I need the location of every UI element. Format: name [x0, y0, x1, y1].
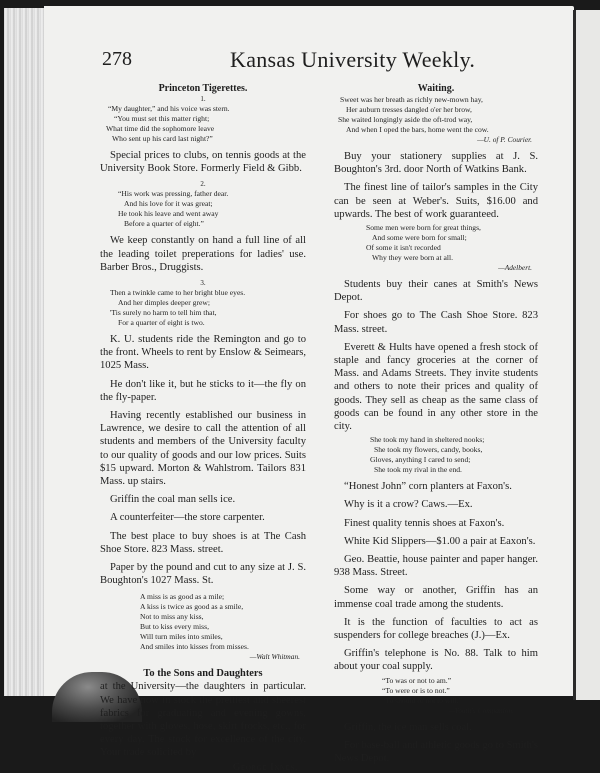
journal-title: Kansas University Weekly. [230, 47, 476, 72]
poem-line: Sweet was her breath as richly new-mown hay, [340, 95, 483, 104]
ad-paragraph: White Kid Slippers—$1.00 a pair at Eaxon's. [344, 535, 536, 547]
poem-stanza [100, 279, 306, 328]
poem-born-for-things [334, 223, 538, 273]
joke-paragraph: Griffin the coal man sells ice. [110, 494, 236, 506]
ad-paragraph: Having recently established our business in Lawrence, we desire to call the attention of all students and members of the University faculty to our quality of goods and our low prices. Suits $15 upward. Morton & Wahlstrom. Tailors 831 Mass. up stairs. [100, 410, 306, 488]
ad-paragraph: We keep constantly on hand a full line of all the leading toilet preperations for ladies' use. Barber Bros., Druggists. [100, 235, 306, 273]
poem-stanza-number: 3. [200, 279, 206, 288]
poem-line: Before a quarter of eight.” [124, 219, 204, 229]
book-page-edges [4, 8, 45, 696]
page-header [102, 48, 512, 78]
ad-signature: George Innes. [233, 761, 298, 773]
joke-paragraph: Why is it a crow? Caws.—Ex. [344, 499, 473, 511]
poem-line: And her dimples deeper grew; [118, 298, 210, 308]
poem-line: And some were born for small; [372, 233, 467, 243]
ad-paragraph: Griffin's telephone is No. 88. Talk to him about your coal supply. [334, 648, 538, 673]
poem-line: “You must set this matter right; [114, 114, 210, 123]
poem-stanza-number: 1. [200, 95, 206, 103]
poem-princeton-tigerettes [100, 82, 306, 144]
poem-miss-and-kiss [100, 592, 306, 662]
poem-line: A miss is as good as a mile; [140, 592, 225, 602]
poem-line: Who sent up his card last night?” [112, 134, 213, 143]
ad-paragraph: The best place to buy shoes is at The Cash Shoe Store. 823 Mass. street. [100, 530, 306, 555]
poem-line: And smiles into kisses from misses. [140, 642, 249, 652]
poem-line: “My daughter,” and his voice was stern. [108, 104, 230, 113]
joke-paragraph: A counterfeiter—the store carpenter. [110, 512, 265, 524]
poem-line: “To were or is to not.” [382, 685, 450, 695]
poem-line: Some men were born for great things, [366, 223, 481, 233]
ad-paragraph: For base-ball and athletic goods go to Smith's News Depot. [334, 739, 538, 765]
poem-line: What time did the sophomore leave [106, 124, 215, 133]
right-column [334, 82, 538, 770]
poem-line: A kiss is twice as good as a smile, [140, 602, 244, 612]
poem-she-took [334, 435, 538, 475]
poem-line: Not to miss any kiss, [140, 612, 204, 622]
poem-line: And when I oped the bars, home went the cow. [346, 125, 489, 134]
left-column [100, 82, 306, 773]
ad-paragraph: Students buy their canes at Smith's News Depot. [334, 279, 538, 304]
poem-attribution: —Adelbert. [498, 263, 532, 273]
poem-line: She took my flowers, candy, books, [374, 445, 483, 455]
ad-heading: To the Sons and Daughters [143, 668, 263, 680]
poem-waiting [334, 82, 538, 145]
poem-line: He took his leave and went away [118, 209, 219, 219]
poem-line: Will turn miles into smiles, [140, 632, 223, 642]
ad-paragraph: The finest line of tailor's samples in the City can be seen at Weber's. Suits, $16.00 and upwards. The best of work guaranteed. [334, 182, 538, 220]
poem-line: She took my rival in the end. [374, 465, 462, 475]
poem-line: She took my hand in sheltered nooks; [370, 435, 485, 445]
poem-line: Of some it isn't recorded [366, 243, 441, 253]
joke-paragraph: Some way or another, Griffin has an immense coal trade among the students. [334, 585, 538, 610]
poem-title: Waiting. [417, 83, 455, 94]
poem-line: 'Tis surely no harm to tell him that, [110, 308, 217, 318]
poem-line: Her auburn tresses dangled o'er her brow, [346, 105, 472, 114]
ad-paragraph: at the University—the daughters in particular. We have now in stock the prettiest and sheerest fabrics for graduating and evening gowns, together with gloves, hose, skirt frocks, etc., for every day. The stock for excellence of the city. Your trade solicited by [100, 681, 306, 759]
poem-line: Gloves, anything I cared to send; [370, 455, 471, 465]
joke-paragraph: It is the function of faculties to act as suspenders for college breaches (J.)—Ex. [334, 616, 538, 642]
poem-attribution: —U. of P. Courier. [477, 135, 532, 144]
ad-paragraph: Paper by the pound and cut to any size at J. S. Boughton's 1027 Mass. St. [100, 562, 306, 587]
ad-paragraph: For shoes go to The Cash Shoe Store. 823 Mass. street. [334, 310, 538, 335]
ad-paragraph: Buy your stationery supplies at J. S. Boughton's 3rd. door North of Watkins Bank. [334, 151, 538, 176]
poem-line: Why they were born at all. [372, 253, 453, 263]
ad-paragraph: K. U. students ride the Remington and go to the front. Wheels to rent by Enslow & Seimears, 1025 Mass. [100, 334, 306, 372]
poem-to-was [334, 676, 538, 716]
ad-paragraph: Everett & Hults have opened a fresh stock of staple and fancy groceries at the corner of Mass. and Adams Streets. They invite students and others to note their prices and quality of goods. They sell as cheap as the same class of goods can be found in any other store in the city. [334, 341, 538, 433]
ad-paragraph: Geo. Beattie, house painter and paper hanger. 938 Mass. Street. [334, 554, 538, 579]
poem-line: She waited longingly aside the oft-trod way, [338, 115, 473, 124]
page-number: 278 [102, 48, 132, 70]
poem-line: Then a twinkle came to her bright blue eyes. [110, 288, 246, 298]
poem-line: “To was or not to am.” [382, 675, 452, 685]
poem-line: For a quarter of eight is two. [118, 318, 205, 328]
poem-line: And his love for it was great; [124, 199, 213, 209]
joke-paragraph: He don't like it, but he sticks to it—the fly on the fly-paper. [100, 378, 306, 403]
ad-paragraph: Special prices to clubs, on tennis goods at the University Book Store. Formerly Field & Gibb. [100, 150, 306, 175]
poem-stanza-number: 2. [200, 180, 206, 189]
ad-paragraph: Finest quality tennis shoes at Faxon's. [344, 517, 505, 529]
ad-paragraph: “Honest John” corn planters at Faxon's. [344, 481, 512, 493]
joke-paragraph: Griffin, the ice man sells coal. [344, 721, 472, 733]
poem-line: “To should or not to will.” [382, 695, 463, 705]
poem-stanza [100, 180, 306, 229]
facing-page-edge [576, 10, 600, 700]
poem-attribution: —Youth's Companion. [448, 705, 514, 715]
poem-line: “His work was pressing, father dear. [118, 189, 229, 199]
poem-line: But to kiss every miss, [140, 622, 209, 632]
poem-attribution: —Walt Whitman. [249, 652, 300, 662]
poem-title: Princeton Tigerettes. [158, 83, 248, 94]
